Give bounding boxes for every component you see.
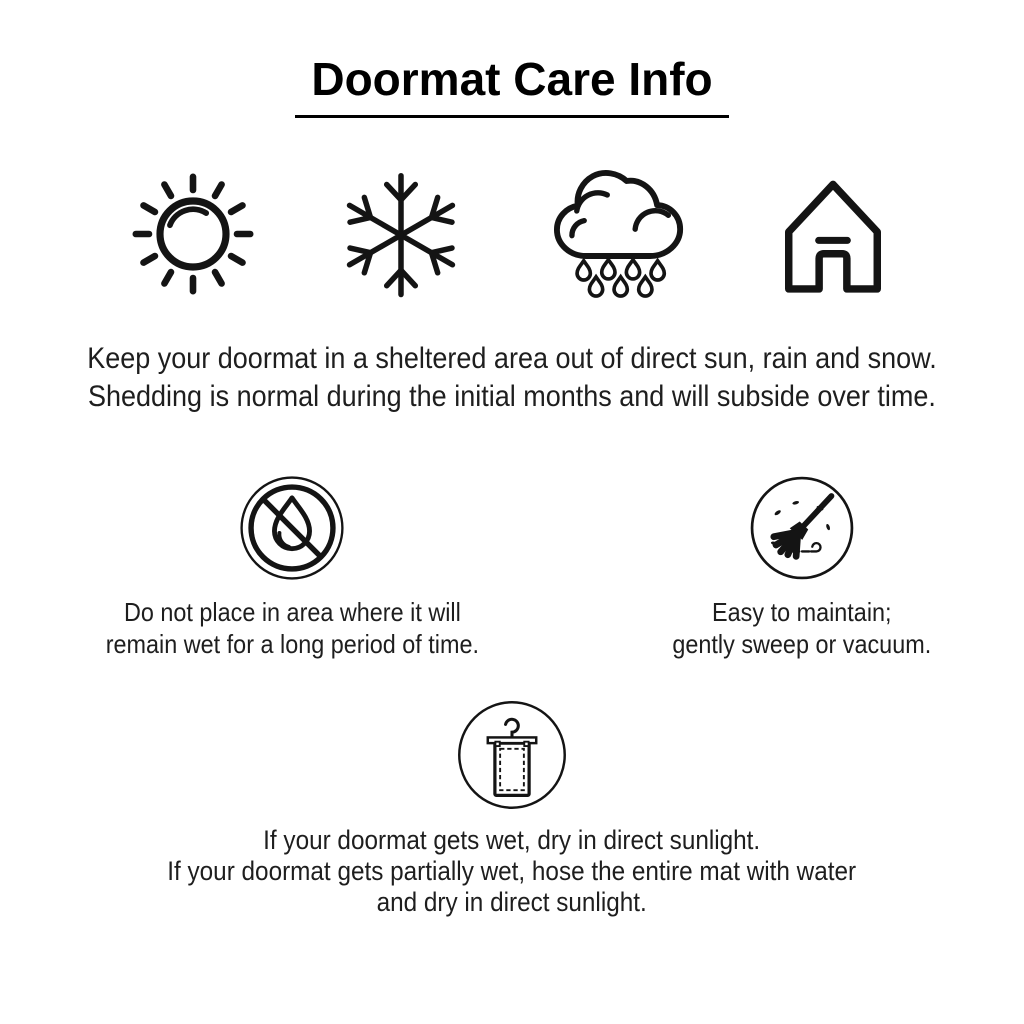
no-water-caption-line-1: Do not place in area where it will <box>123 596 461 627</box>
page-title: Doormat Care Info <box>295 54 728 118</box>
care-item-no-water <box>57 474 527 660</box>
sweep-caption <box>673 596 932 660</box>
sun-icon <box>127 168 259 300</box>
care-items-row <box>0 474 1024 660</box>
no-water-icon <box>238 474 346 582</box>
drying-caption <box>168 825 857 918</box>
sweep-caption-line-1: Easy to maintain; <box>712 596 892 627</box>
intro-line-1: Keep your doormat in a sheltered area out of direct sun, rain and snow. <box>87 341 937 375</box>
intro-text <box>87 340 937 416</box>
care-item-sweep <box>637 474 967 660</box>
hang-dry-icon <box>455 698 569 812</box>
drying-instructions <box>129 698 894 918</box>
no-water-caption <box>105 596 478 660</box>
snowflake-icon <box>335 168 467 300</box>
drying-line-3: and dry in direct sunlight. <box>376 886 648 917</box>
weather-icons-row <box>127 168 897 300</box>
drying-line-2: If your doormat gets partially wet, hose the entire mat with water <box>167 855 857 886</box>
intro-line-2: Shedding is normal during the initial months and will subside over time. <box>88 379 936 413</box>
no-water-caption-line-2: remain wet for a long period of time. <box>105 628 479 659</box>
rain-cloud-icon <box>543 168 693 299</box>
sweep-caption-line-2: gently sweep or vacuum. <box>672 628 932 659</box>
house-icon <box>769 170 897 298</box>
broom-sweep-icon <box>748 474 856 582</box>
drying-line-1: If your doormat gets wet, dry in direct sunlight. <box>263 824 761 855</box>
